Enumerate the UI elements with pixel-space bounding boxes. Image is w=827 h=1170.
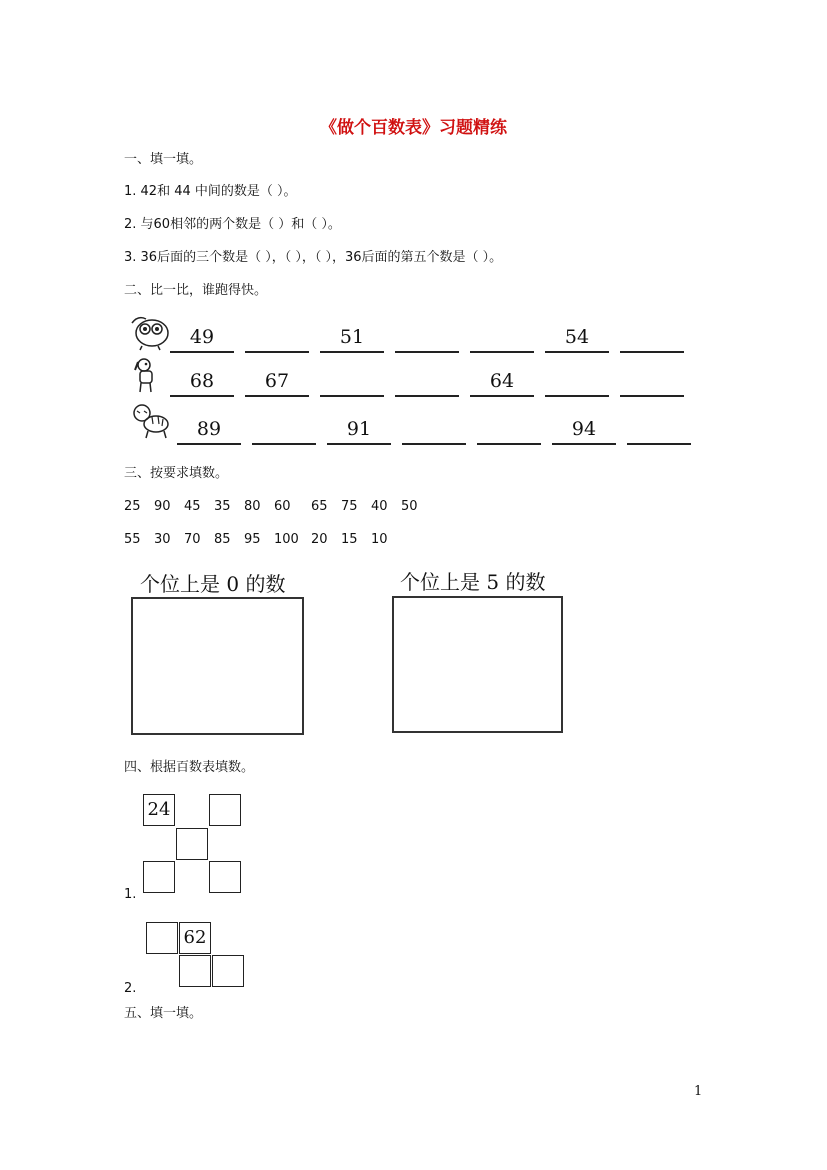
tiger-icon	[128, 402, 172, 440]
question-4-1-label: 1.	[124, 887, 137, 902]
race-blank[interactable]	[620, 369, 684, 397]
grid-cell[interactable]	[143, 861, 175, 893]
grid-cell[interactable]	[146, 922, 178, 954]
number: 50	[401, 499, 418, 514]
grid-cell[interactable]	[212, 955, 244, 987]
race-blank: 68	[170, 369, 234, 397]
number: 100	[274, 532, 299, 547]
question-4-2-label: 2.	[124, 981, 137, 996]
question-1-1: 1. 42和 44 中间的数是（ ）。	[124, 184, 297, 199]
dog-icon	[128, 356, 172, 394]
grid-cell-given: 62	[179, 922, 211, 954]
race-blank[interactable]	[402, 417, 466, 445]
section-3-heading: 三、按要求填数。	[124, 466, 229, 481]
race-blank: 67	[245, 369, 309, 397]
question-1-2: 2. 与60相邻的两个数是（ ）和（ ）。	[124, 217, 341, 232]
grid-cell[interactable]	[179, 955, 211, 987]
section-1-heading: 一、填一填。	[124, 152, 203, 167]
box-2-label: 个位上是 5 的数	[400, 570, 546, 594]
owl-icon	[128, 313, 172, 351]
number: 30	[154, 532, 171, 547]
race-blank: 54	[545, 325, 609, 353]
number: 85	[214, 532, 231, 547]
answer-box-ones-0[interactable]	[131, 597, 304, 735]
number: 45	[184, 499, 201, 514]
section-5-heading: 五、填一填。	[124, 1006, 203, 1021]
number-row-1	[124, 498, 431, 516]
race-blank[interactable]	[252, 417, 316, 445]
race-blank[interactable]	[545, 369, 609, 397]
race-blank: 89	[177, 417, 241, 445]
question-1-3: 3. 36后面的三个数是（ ），（ ），（ ），36后面的第五个数是（ ）。	[124, 250, 503, 265]
number: 60	[274, 499, 291, 514]
number-row-2	[124, 531, 401, 549]
number: 95	[244, 532, 261, 547]
page-title: 《做个百数表》习题精练	[320, 118, 507, 138]
number: 55	[124, 532, 141, 547]
race-blank[interactable]	[470, 325, 534, 353]
number: 75	[341, 499, 358, 514]
race-blank[interactable]	[395, 369, 459, 397]
number: 40	[371, 499, 388, 514]
race-blank: 91	[327, 417, 391, 445]
race-blank[interactable]	[477, 417, 541, 445]
grid-cell[interactable]	[209, 794, 241, 826]
race-blank[interactable]	[627, 417, 691, 445]
answer-box-ones-5[interactable]	[392, 596, 563, 733]
grid-cell[interactable]	[176, 828, 208, 860]
page-number: 1	[694, 1084, 703, 1099]
number: 65	[311, 499, 328, 514]
grid-cell-given: 24	[143, 794, 175, 826]
race-blank: 94	[552, 417, 616, 445]
grid-cell[interactable]	[209, 861, 241, 893]
box-1-label: 个位上是 0 的数	[140, 572, 286, 596]
number: 10	[371, 532, 388, 547]
number: 35	[214, 499, 231, 514]
race-blank[interactable]	[320, 369, 384, 397]
number: 25	[124, 499, 141, 514]
race-blank[interactable]	[245, 325, 309, 353]
number: 90	[154, 499, 171, 514]
race-blank[interactable]	[620, 325, 684, 353]
race-blank: 49	[170, 325, 234, 353]
number: 20	[311, 532, 328, 547]
number: 80	[244, 499, 261, 514]
section-4-heading: 四、根据百数表填数。	[124, 760, 255, 775]
race-blank: 64	[470, 369, 534, 397]
section-2-heading: 二、比一比，谁跑得快。	[124, 283, 268, 298]
race-blank: 51	[320, 325, 384, 353]
number: 70	[184, 532, 201, 547]
race-blank[interactable]	[395, 325, 459, 353]
number: 15	[341, 532, 358, 547]
